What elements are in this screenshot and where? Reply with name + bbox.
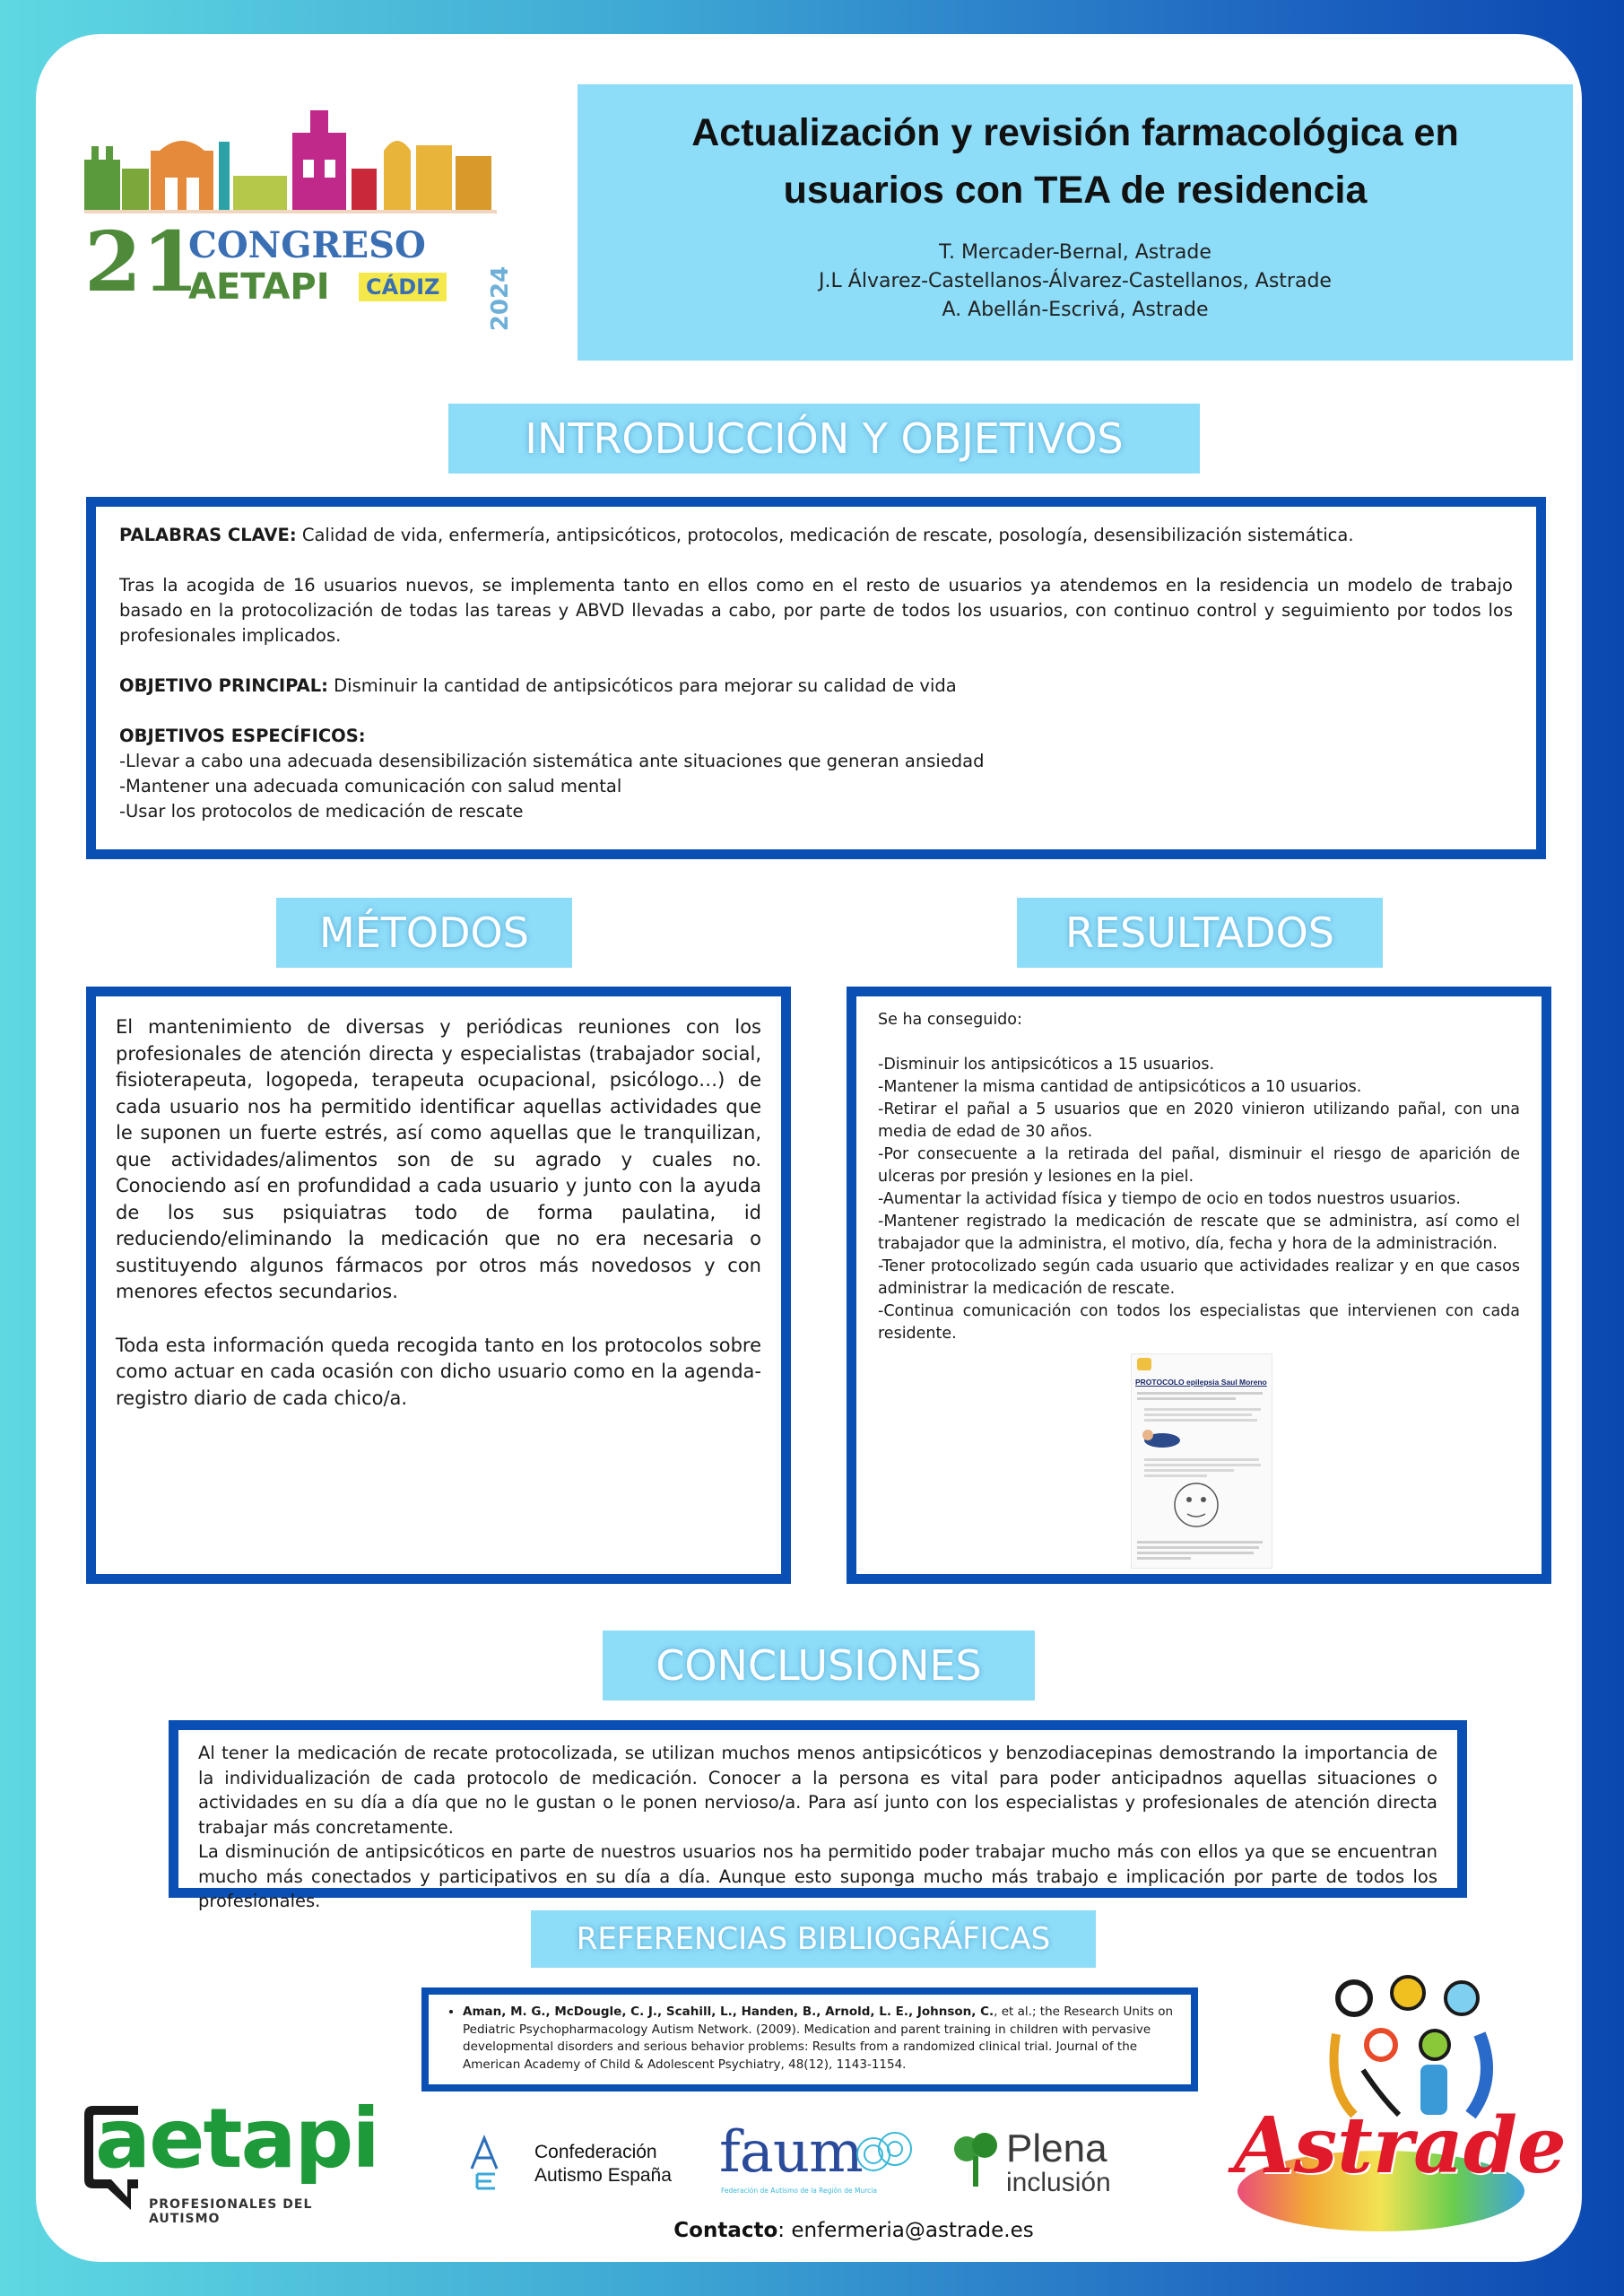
poster-title: Actualización y revisión farmacológica en usuarios con TEA de residencia: [691, 111, 1459, 212]
ae-symbol-icon: [465, 2133, 509, 2196]
protocol-logo-icon: [1137, 1358, 1151, 1370]
intro-box: [86, 497, 1546, 859]
confederacion-logo: [465, 2133, 734, 2205]
authors: [578, 239, 1573, 325]
astrade-wordmark: Astrade: [1234, 2100, 1567, 2191]
specific-objective: -Mantener una adecuada comunicación con salud mental: [119, 776, 622, 796]
protocol-thumbnail: [1131, 1353, 1272, 1569]
result-item: -Tener protocolizado según cada usuario que actividades realizar y en que casos administrar la medicación de rescate.: [878, 1257, 1520, 1298]
aetapi-wordmark: aetapi: [95, 2091, 378, 2187]
result-item: -Mantener registrado la medicación de rescate que se administra, así como el trabajador que la administra, el motivo, día, fecha y hora de la administración.: [878, 1213, 1520, 1253]
author: A. Abellán-Escrivá, Astrade: [942, 299, 1209, 321]
references-heading: REFERENCIAS BIBLIOGRÁFICAS: [531, 1910, 1096, 1968]
reference-item: • Aman, M. G., McDougle, C. J., Scahill, L., Handen, B., Arnold, L. E., Johnson, C., et al.; the Research Units on Pediatric Psychopharmacology Autism Network. (2009). Medication and parent training in children with pervasive developmental disorders and serious behavior problems: Results from a randomized clinical trial. Journal of the American Academy of Child & Adolescent Psychiatry, 48(12), 1143-1154.: [463, 2004, 1178, 2074]
faum-wordmark: faum: [719, 2119, 863, 2186]
keywords: PALABRAS CLAVE: Calidad de vida, enfermería, antipsicóticos, protocolos, medicación de rescate, posología, desensibilización sistemática.: [119, 525, 1354, 545]
intro-heading: INTRODUCCIÓN Y OBJETIVOS: [448, 404, 1200, 474]
conclusion-paragraph: Al tener la medicación de recate protocolizada, se utilizan muchos menos antipsicóticos y benzodiacepinas demostrando la importancia de la individualización de cada protocolo de medicación. Conocer a la persona es vital para poder anticipadnos aquellas situaciones o actividades en su día a día que no le gustan o le ponen nervioso/a. Para así junto con los especialistas y profesionales de atención directa trabajar más concretamente.: [198, 1743, 1437, 1838]
specific-objective: -Llevar a cabo una adecuada desensibilización sistemática ante situaciones que generan ansiedad: [119, 751, 985, 771]
specific-objective: -Usar los protocolos de medicación de rescate: [119, 801, 524, 822]
faum-logo: [719, 2119, 916, 2203]
author: T. Mercader-Bernal, Astrade: [939, 241, 1211, 264]
congress-number: 21: [84, 213, 200, 310]
result-item: -Disminuir los antipsicóticos a 15 usuarios.: [878, 1056, 1215, 1074]
congress-aetapi: AETAPI: [188, 266, 330, 308]
result-item: -Mantener la misma cantidad de antipsicóticos a 10 usuarios.: [878, 1078, 1362, 1096]
references-box: [421, 1987, 1198, 2092]
conclusion-paragraph: La disminución de antipsicóticos en parte de nuestros usuarios nos ha permitido poder trabajar mucho más con ellos ya que se encuentran mucho más conectados y participativos en su día a día. Aunque esto suponga mucho más trabajo e implicación por parte de todos los profesionales.: [198, 1841, 1437, 1911]
swirl-icon: [854, 2126, 916, 2179]
aetapi-logo: [75, 2091, 380, 2226]
result-item: -Por consecuente a la retirada del pañal, disminuir el riesgo de aparición de ulceras por presión y lesiones en la piel.: [878, 1145, 1520, 1186]
conclusions-box: [169, 1720, 1467, 1911]
confed-line1: Confederación: [534, 2142, 657, 2162]
title-block: [578, 84, 1573, 361]
intro-paragraph: Tras la acogida de 16 usuarios nuevos, se implementa tanto en ellos como en el resto de usuarios ya atendemos en la residencia un modelo de trabajo basado en la protocolización de todas las tareas y ABVD llevadas a cabo, por parte de todos los usuarios, con continuo control y seguimiento por todos los profesionales implicados.: [119, 575, 1513, 646]
results-box: [847, 987, 1551, 1584]
result-item: -Continua comunicación con todos los especialistas que intervienen con cada residente.: [878, 1302, 1520, 1343]
plena-line1: Plena: [1006, 2126, 1107, 2170]
confed-line2: Autismo España: [534, 2165, 672, 2186]
methods-heading: MÉTODOS: [276, 898, 572, 968]
congress-year: 2024: [487, 265, 515, 332]
reference-list: [454, 2004, 1178, 2074]
main-objective: OBJETIVO PRINCIPAL: Disminuir la cantidad de antipsicóticos para mejorar su calidad de vida: [119, 675, 957, 696]
contact-email[interactable]: : enfermeria@astrade.es: [777, 2219, 1034, 2242]
results-heading: RESULTADOS: [1017, 898, 1383, 968]
poster-sheet: [36, 34, 1582, 2262]
contact-line: [484, 2219, 1223, 2242]
protocol-illustration-icon: [1132, 1388, 1272, 1568]
congress-logo: [84, 106, 533, 357]
leaf-icon: [951, 2131, 1001, 2188]
result-item: -Aumentar la actividad física y tiempo de ocio en todos nuestros usuarios.: [878, 1190, 1461, 1208]
congress-word: CONGRESO: [188, 224, 426, 266]
protocol-title: PROTOCOLO epilepsia Saul Moreno: [1135, 1378, 1267, 1387]
results-lead: Se ha conseguido:: [878, 1011, 1022, 1029]
faum-tagline: Federación de Autismo de la Región de Murcia: [721, 2187, 877, 2195]
methods-box: [86, 987, 791, 1584]
city-skyline-icon: [84, 106, 497, 213]
methods-paragraph: El mantenimiento de diversas y periódicas reuniones con los profesionales de atención directa y especialistas (trabajador social, fisioterapeuta, logopeda, terapeuta ocupacional, psicólogo…) de cada usuario nos ha permitido identificar aquellas actividades que le suponen un fuerte estrés, así como aquellas que le tranquilizan, que actividades/alimentos son de su agrado y cuales no. Conociendo así en profundidad a cada usuario y junto con la ayuda de los sus psiquiatras todo de forma paulatina, id reduciendo/eliminando la medicación que no era necesaria o sustituyendo algunos fármacos por otros más novedosos y con menores efectos secundarios.: [116, 1016, 761, 1302]
specific-objectives-label: OBJETIVOS ESPECÍFICOS:: [119, 726, 366, 746]
plena-inclusion-logo: [951, 2126, 1148, 2203]
contact-label: Contacto: [673, 2219, 778, 2242]
astrade-logo: [1234, 1962, 1567, 2249]
result-item: -Retirar el pañal a 5 usuarios que en 2020 vinieron utilizando pañal, con una media de edad de 30 años.: [878, 1100, 1520, 1141]
conclusions-heading: CONCLUSIONES: [603, 1631, 1035, 1700]
congress-city-badge: CÁDIZ: [359, 273, 447, 301]
methods-paragraph: Toda esta información queda recogida tanto en los protocolos sobre como actuar en cada ocasión con dicho usuario como en la agenda-registro diario de cada chico/a.: [116, 1334, 761, 1409]
author: J.L Álvarez-Castellanos-Álvarez-Castellanos, Astrade: [819, 270, 1332, 292]
plena-line2: inclusión: [1006, 2168, 1111, 2197]
aetapi-tagline: PROFESIONALES DEL AUTISMO: [149, 2197, 313, 2226]
